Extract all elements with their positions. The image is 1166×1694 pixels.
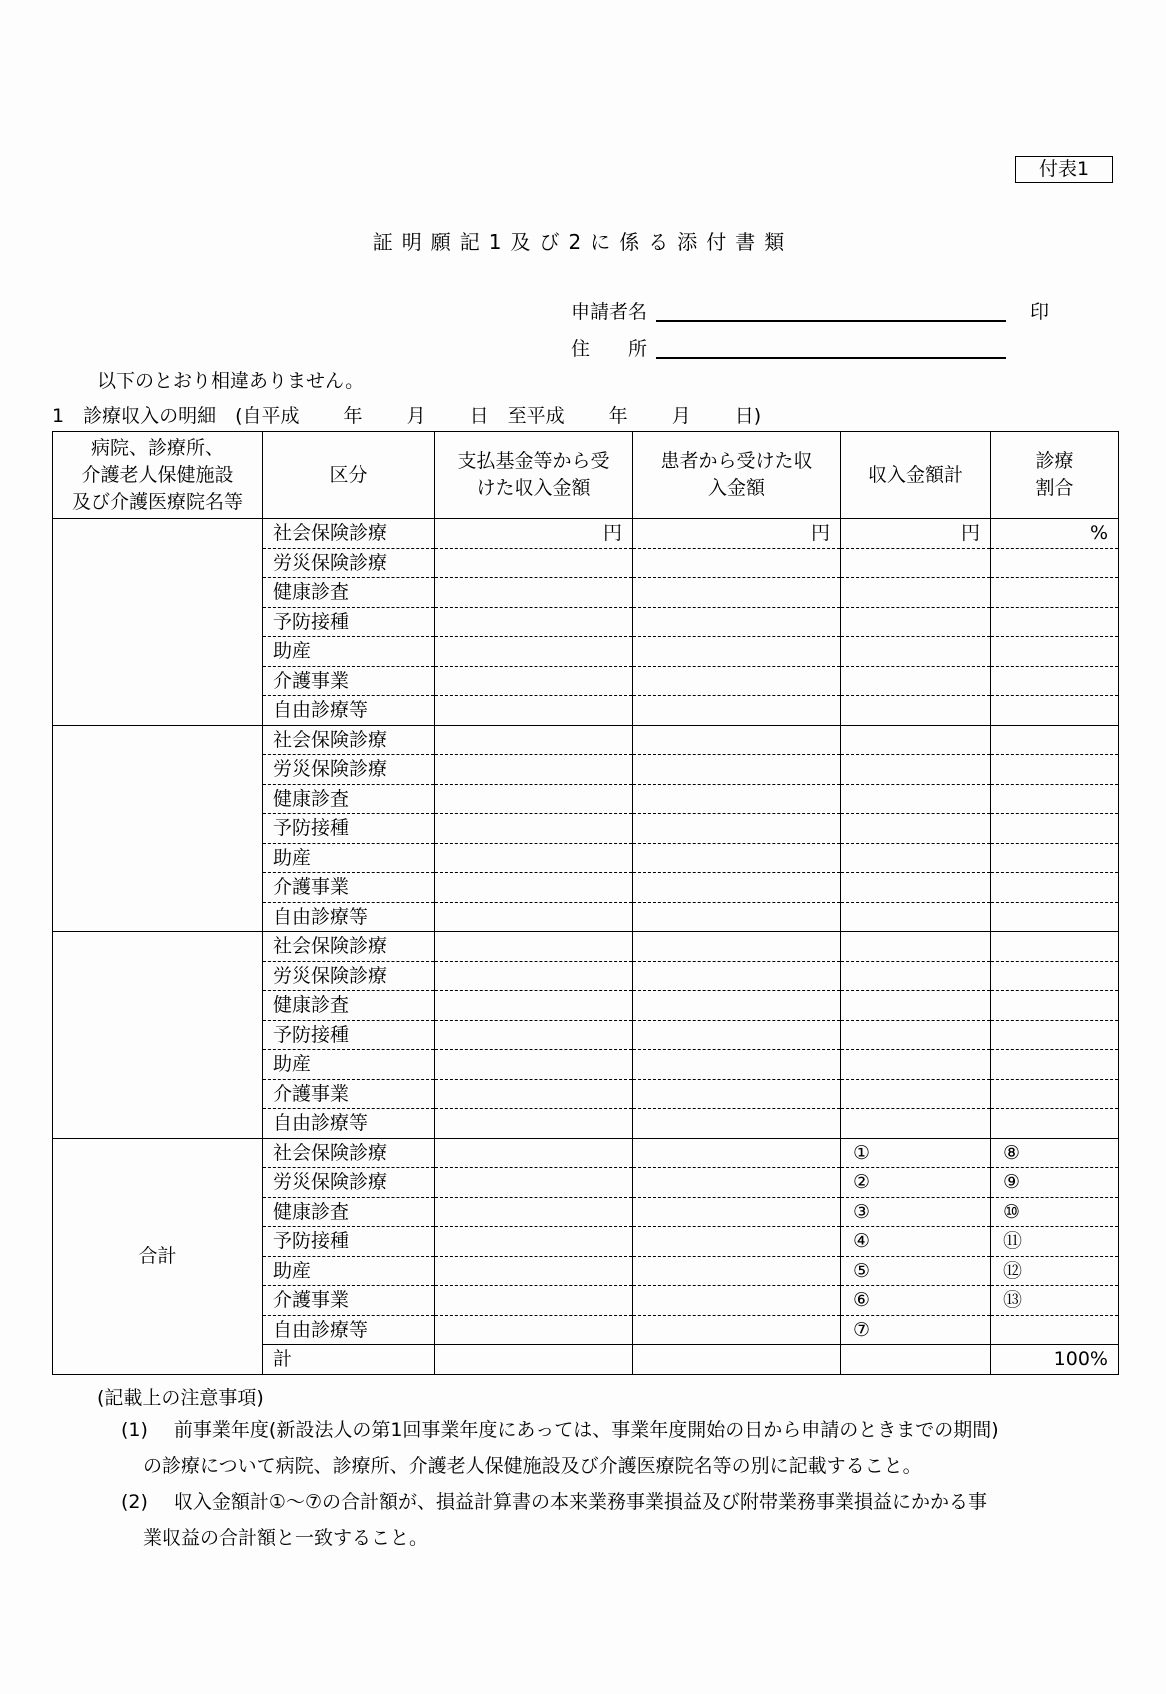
table-header-row — [53, 432, 1119, 519]
total-income-cell[interactable] — [841, 843, 991, 873]
category-cell: 社会保険診療 — [263, 725, 435, 755]
ratio-cell[interactable]: ⑨ — [991, 1168, 1119, 1198]
patient-income-cell[interactable] — [633, 1138, 841, 1168]
header-total-income: 収入金額計 — [841, 432, 991, 519]
patient-income-cell[interactable] — [633, 1286, 841, 1316]
total-income-cell[interactable] — [841, 1020, 991, 1050]
fund-income-cell[interactable] — [435, 991, 633, 1021]
total-income-cell[interactable] — [841, 578, 991, 608]
fund-income-cell[interactable] — [435, 696, 633, 726]
patient-income-cell[interactable] — [633, 873, 841, 903]
fund-income-cell[interactable] — [435, 666, 633, 696]
patient-income-cell[interactable] — [633, 1168, 841, 1198]
category-cell: 自由診療等 — [263, 1109, 435, 1139]
seal-label: 印 — [1030, 301, 1050, 323]
applicant-address-field[interactable] — [656, 333, 1006, 359]
category-cell: 助産 — [263, 637, 435, 667]
income-detail-table — [52, 431, 1119, 1375]
category-cell: 健康診査 — [263, 578, 435, 608]
sum-total-income-cell[interactable] — [841, 1345, 991, 1375]
patient-income-cell[interactable] — [633, 548, 841, 578]
total-income-cell[interactable] — [841, 902, 991, 932]
patient-income-cell[interactable] — [633, 696, 841, 726]
category-cell: 助産 — [263, 1256, 435, 1286]
total-income-cell[interactable]: ③ — [841, 1197, 991, 1227]
ratio-cell[interactable] — [991, 784, 1119, 814]
patient-income-cell[interactable] — [633, 814, 841, 844]
fund-income-cell[interactable] — [435, 1197, 633, 1227]
patient-income-cell[interactable] — [633, 755, 841, 785]
total-income-cell[interactable]: ⑤ — [841, 1256, 991, 1286]
patient-income-cell[interactable] — [633, 1197, 841, 1227]
ratio-cell[interactable] — [991, 725, 1119, 755]
category-cell: 労災保険診療 — [263, 1168, 435, 1198]
patient-income-cell[interactable] — [633, 1227, 841, 1257]
total-income-cell[interactable] — [841, 725, 991, 755]
total-income-cell[interactable] — [841, 784, 991, 814]
section-heading: 1 診療収入の明細 (自平成 年 月 日 至平成 年 月 日) — [52, 405, 762, 427]
patient-income-cell[interactable] — [633, 961, 841, 991]
document-title: 証明願記1及び2に係る添付書類 — [372, 230, 794, 254]
ratio-cell[interactable] — [991, 1315, 1119, 1345]
category-cell: 自由診療等 — [263, 902, 435, 932]
ratio-cell[interactable] — [991, 1050, 1119, 1080]
total-income-cell[interactable]: ② — [841, 1168, 991, 1198]
ratio-cell[interactable] — [991, 637, 1119, 667]
fund-income-cell[interactable] — [435, 1168, 633, 1198]
ratio-cell[interactable]: ⑫ — [991, 1256, 1119, 1286]
applicant-name-field[interactable] — [656, 296, 1006, 322]
facility-name-cell[interactable] — [53, 725, 263, 932]
fund-income-cell[interactable] — [435, 1256, 633, 1286]
annex-label: 付表1 — [1015, 156, 1113, 183]
patient-income-cell[interactable] — [633, 1050, 841, 1080]
declaration-text: 以下のとおり相違ありません。 — [97, 370, 365, 392]
total-income-cell[interactable] — [841, 755, 991, 785]
ratio-cell[interactable] — [991, 755, 1119, 785]
header-patient-income: 患者から受けた収 入金額 — [633, 432, 841, 519]
total-income-cell[interactable] — [841, 873, 991, 903]
patient-income-cell[interactable] — [633, 902, 841, 932]
header-facility: 病院、診療所、 介護老人保健施設 及び介護医療院名等 — [53, 432, 263, 519]
total-income-cell[interactable]: ① — [841, 1138, 991, 1168]
total-income-cell[interactable]: ⑥ — [841, 1286, 991, 1316]
category-cell: 自由診療等 — [263, 1315, 435, 1345]
total-income-cell[interactable] — [841, 607, 991, 637]
total-income-cell[interactable] — [841, 666, 991, 696]
category-cell: 予防接種 — [263, 1020, 435, 1050]
fund-income-cell[interactable] — [435, 637, 633, 667]
category-cell: 社会保険診療 — [263, 519, 435, 549]
fund-income-cell[interactable]: 円 — [435, 519, 633, 549]
category-cell: 介護事業 — [263, 1079, 435, 1109]
ratio-cell[interactable] — [991, 1079, 1119, 1109]
patient-income-cell[interactable] — [633, 991, 841, 1021]
category-cell: 自由診療等 — [263, 696, 435, 726]
total-income-cell[interactable] — [841, 1109, 991, 1139]
patient-income-cell[interactable] — [633, 666, 841, 696]
total-income-cell[interactable]: ⑦ — [841, 1315, 991, 1345]
fund-income-cell[interactable] — [435, 1286, 633, 1316]
category-cell: 予防接種 — [263, 607, 435, 637]
patient-income-cell[interactable] — [633, 607, 841, 637]
category-cell: 予防接種 — [263, 814, 435, 844]
sum-label: 計 — [263, 1345, 435, 1375]
fund-income-cell[interactable] — [435, 1138, 633, 1168]
sum-patient-income-cell[interactable] — [633, 1345, 841, 1375]
note-2: (2) 収入金額計①～⑦の合計額が、損益計算書の本来業務事業損益及び附帯業務事業損益にかかる事 業収益の合計額と一致すること。 — [121, 1491, 987, 1549]
category-cell: 介護事業 — [263, 1286, 435, 1316]
notes-title: (記載上の注意事項) — [97, 1387, 264, 1409]
ratio-cell[interactable] — [991, 902, 1119, 932]
fund-income-cell[interactable] — [435, 814, 633, 844]
fund-income-cell[interactable] — [435, 961, 633, 991]
applicant-name-label: 申請者名 — [571, 301, 648, 323]
ratio-cell[interactable] — [991, 548, 1119, 578]
ratio-cell[interactable] — [991, 666, 1119, 696]
fund-income-cell[interactable] — [435, 932, 633, 962]
category-cell: 労災保険診療 — [263, 961, 435, 991]
patient-income-cell[interactable] — [633, 1020, 841, 1050]
patient-income-cell[interactable] — [633, 1256, 841, 1286]
ratio-cell[interactable] — [991, 961, 1119, 991]
ratio-cell[interactable] — [991, 578, 1119, 608]
category-cell: 健康診査 — [263, 784, 435, 814]
fund-income-cell[interactable] — [435, 1050, 633, 1080]
fund-income-cell[interactable] — [435, 1020, 633, 1050]
fund-income-cell[interactable] — [435, 1079, 633, 1109]
patient-income-cell[interactable] — [633, 843, 841, 873]
patient-income-cell[interactable] — [633, 1109, 841, 1139]
sum-fund-income-cell[interactable] — [435, 1345, 633, 1375]
category-cell: 助産 — [263, 843, 435, 873]
total-income-cell[interactable]: ④ — [841, 1227, 991, 1257]
total-income-cell[interactable] — [841, 696, 991, 726]
category-cell: 社会保険診療 — [263, 1138, 435, 1168]
ratio-cell[interactable] — [991, 696, 1119, 726]
ratio-cell[interactable] — [991, 814, 1119, 844]
ratio-cell[interactable]: ⑧ — [991, 1138, 1119, 1168]
fund-income-cell[interactable] — [435, 548, 633, 578]
ratio-cell[interactable] — [991, 873, 1119, 903]
fund-income-cell[interactable] — [435, 1109, 633, 1139]
total-income-cell[interactable] — [841, 932, 991, 962]
table-row — [53, 519, 1119, 549]
total-income-cell[interactable] — [841, 548, 991, 578]
fund-income-cell[interactable] — [435, 755, 633, 785]
table-row — [53, 1138, 1119, 1168]
fund-income-cell[interactable] — [435, 843, 633, 873]
total-facility-cell: 合計 — [53, 1138, 263, 1374]
ratio-cell[interactable]: ⑩ — [991, 1197, 1119, 1227]
table-row — [53, 932, 1119, 962]
patient-income-cell[interactable] — [633, 1315, 841, 1345]
category-cell: 労災保険診療 — [263, 548, 435, 578]
patient-income-cell[interactable] — [633, 784, 841, 814]
patient-income-cell[interactable] — [633, 578, 841, 608]
ratio-cell[interactable]: % — [991, 519, 1119, 549]
table-row — [53, 725, 1119, 755]
ratio-cell[interactable] — [991, 607, 1119, 637]
category-cell: 助産 — [263, 1050, 435, 1080]
fund-income-cell[interactable] — [435, 725, 633, 755]
patient-income-cell[interactable]: 円 — [633, 519, 841, 549]
fund-income-cell[interactable] — [435, 1227, 633, 1257]
ratio-cell[interactable] — [991, 991, 1119, 1021]
ratio-cell[interactable] — [991, 932, 1119, 962]
category-cell: 予防接種 — [263, 1227, 435, 1257]
fund-income-cell[interactable] — [435, 1315, 633, 1345]
ratio-cell[interactable] — [991, 1020, 1119, 1050]
category-cell: 介護事業 — [263, 666, 435, 696]
applicant-address-label: 住 所 — [571, 338, 648, 360]
ratio-cell[interactable] — [991, 1109, 1119, 1139]
note-1: (1) 前事業年度(新設法人の第1回事業年度にあっては、事業年度開始の日から申請のときまでの期間) の診療について病院、診療所、介護老人保健施設及び介護医療院名等の別に記載すること。 — [121, 1419, 999, 1477]
facility-name-cell[interactable] — [53, 932, 263, 1139]
fund-income-cell[interactable] — [435, 607, 633, 637]
total-income-cell[interactable] — [841, 991, 991, 1021]
total-income-cell[interactable] — [841, 637, 991, 667]
ratio-cell[interactable]: ⑬ — [991, 1286, 1119, 1316]
ratio-cell[interactable] — [991, 843, 1119, 873]
header-ratio: 診療 割合 — [991, 432, 1119, 519]
total-income-cell[interactable] — [841, 1079, 991, 1109]
category-cell: 健康診査 — [263, 991, 435, 1021]
header-category: 区分 — [263, 432, 435, 519]
total-income-cell[interactable] — [841, 1050, 991, 1080]
patient-income-cell[interactable] — [633, 932, 841, 962]
sum-ratio-cell: 100% — [991, 1345, 1119, 1375]
total-income-cell[interactable] — [841, 814, 991, 844]
category-cell: 社会保険診療 — [263, 932, 435, 962]
patient-income-cell[interactable] — [633, 637, 841, 667]
ratio-cell[interactable]: ⑪ — [991, 1227, 1119, 1257]
patient-income-cell[interactable] — [633, 725, 841, 755]
category-cell: 健康診査 — [263, 1197, 435, 1227]
facility-name-cell[interactable] — [53, 519, 263, 726]
category-cell: 労災保険診療 — [263, 755, 435, 785]
header-fund-income: 支払基金等から受 けた収入金額 — [435, 432, 633, 519]
category-cell: 介護事業 — [263, 873, 435, 903]
fund-income-cell[interactable] — [435, 578, 633, 608]
fund-income-cell[interactable] — [435, 873, 633, 903]
total-income-cell[interactable]: 円 — [841, 519, 991, 549]
patient-income-cell[interactable] — [633, 1079, 841, 1109]
fund-income-cell[interactable] — [435, 902, 633, 932]
total-income-cell[interactable] — [841, 961, 991, 991]
fund-income-cell[interactable] — [435, 784, 633, 814]
